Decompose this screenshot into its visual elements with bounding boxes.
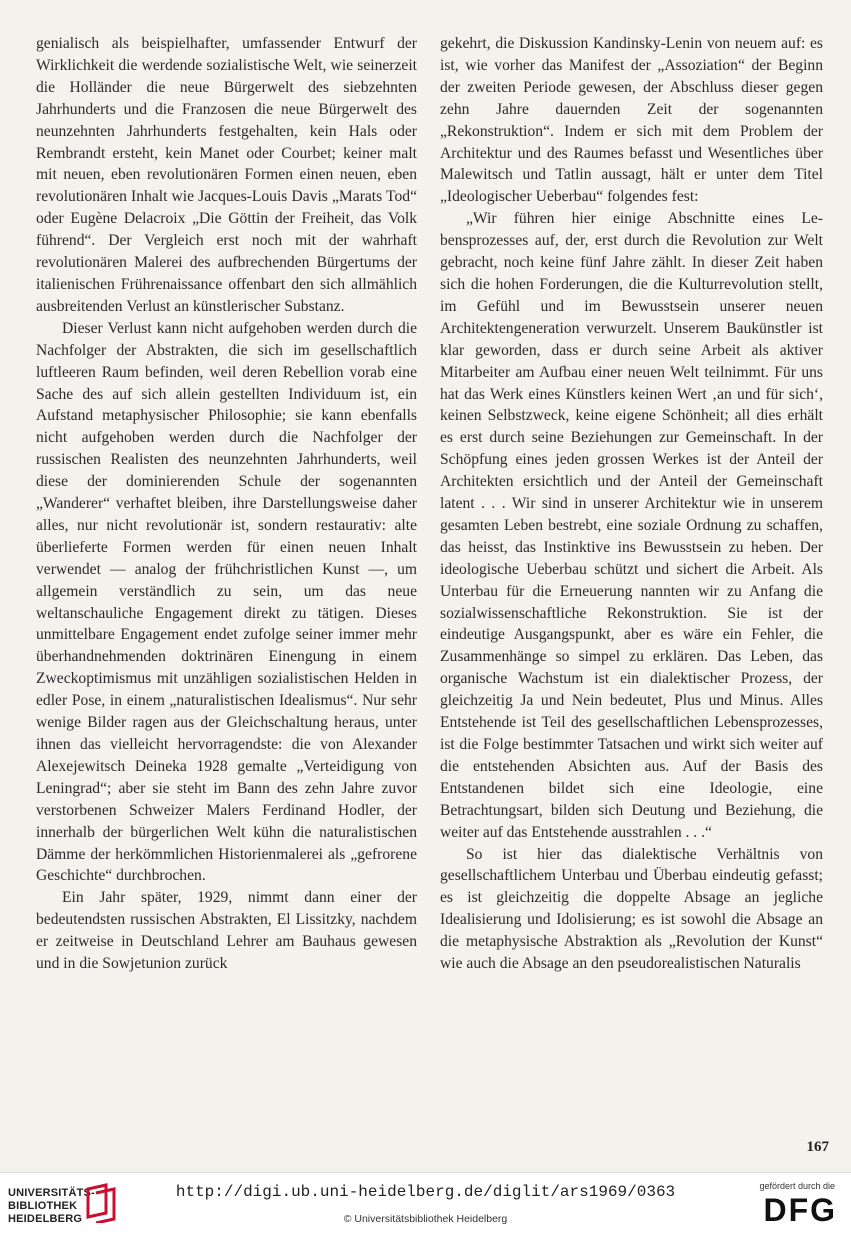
logo-line: HEIDELBERG [8, 1213, 83, 1225]
footer-bar [0, 1172, 851, 1236]
paragraph: „Wir führen hier einige Abschnitte eines Lebensprozesses auf, der, erst durch die Revolution zur Welt gebracht, noch keine fünf Jahre zählt. In dieser Zeit haben sich die hohen Forderungen, die die Kulturrevolution stellt, im Gefühl und im Bewusstsein unserer neuen Architektengeneration verwurzelt. Unserem Baukünstler ist klar geworden, dass er durch seine Arbeit als aktiver Mitarbeiter am Aufbau einer neuen Welt teilnimmt. Für uns hat das Werk eines Künstlers keinen Wert ‚an und für sich‘, keinen Selbstzweck, keine eigene Schönheit; all dies erhält es erst durch seine Beziehungen zur Gemeinschaft. In der Schöpfung eines jeden grossen Werkes ist der Anteil der Architekten ersichtlich und der Anteil der Gemeinschaft latent . . . Wir sind in unserer Architektur wie in unserem gesamten Leben bestrebt, eine soziale Ordnung zu schaffen, das heisst, das Instinktive ins Bewusstsein zu heben. Der ideologische Ueberbau schützt und sichert die Arbeit. Als Unterbau für die Erneuerung nannten wir zu Anfang die sozialwissenschaftliche Rekonstruktion. Sie ist der eindeutige Ausgangspunkt, aber es wäre ein Fehler, die Zusammenhänge so simpel zu erklären. Das Leben, das organische Wachstum ist ein dialektischer Prozess, der gleichzeitig Ja und Nein bedeutet, Plus und Minus. Alles Entstehende ist Teil des gesellschaftlichen Lebensprozesses, ist die Folge bestimmter Tatsachen und wirkt sich weiter auf die entstehenden Absichten aus. Auf der Basis des Entstandenen bildet sich eine Ideologie, eine Betrachtungsart, bilden sich Deutung und Beziehung, die weiter auf das Entstehende ausstrahlen . . .“ [440, 210, 823, 841]
page-number: 167 [806, 1139, 829, 1155]
dfg-logo[interactable]: DFG [763, 1192, 837, 1228]
paragraph: Ein Jahr später, 1929, nimmt dann einer der bedeutendsten russischen Abstrakten, El Lissitzky, nachdem er zeitweise in Deutschland Lehrer am Bauhaus gewesen und in die Sowjetunion zurück [36, 889, 417, 973]
paragraph: genialisch als beispielhafter, umfassender Entwurf der Wirklichkeit die werdende sozialistische Welt, wie seinerzeit die Holländer die neue Bürgerwelt des siebzehnten Jahrhunderts und die Franzosen die neue Bürgerwelt des neunzehnten Jahrhunderts festgehalten, kein Hals oder Rembrandt ersteht, kein Manet oder Courbet; keiner malt mit neuen, eben revolutionären Formen einen neuen, eben revolutionären Inhalt wie Jacques-Louis Davis „Marats Tod“ oder Eugène Delacroix „Die Göttin der Freiheit, das Volk führend“. Der Vergleich erst noch mit der wahrhaft revolutionären Malerei des aufbrechenden Bürgertums der italienischen Frührenaissance offenbart den sich allmählich ausbreitenden Verlust an künstlerischer Substanz. [36, 35, 417, 315]
paragraph: So ist hier das dialektische Verhältnis von gesellschaftlichem Unterbau und Überbau eindeutig gefasst; es ist gleichzeitig die doppelte Absage an jegliche Idealisierung und Idolisierung; es ist sowohl die Absage an die metaphysische Abstraktion als „Revolution der Kunst“ wie auch die Absage an den pseudorealistischen Naturalis [440, 845, 823, 973]
paragraph: Dieser Verlust kann nicht aufgehoben werden durch die Nachfolger der Abstrakten, die sich im gesellschaftlich luftleeren Raum befinden, weil deren Rebellion vorab eine Sache des auf sich allein gestellten Individuum ist, ein Aufstand metaphysischer Philosophie; sie kann ebenfalls nicht aufgehoben werden durch die Nachfolger der russischen Realisten des neunzehnten Jahrhunderts, weil diese der dominierenden Schule der sogenannten „Wanderer“ verhaftet bleiben, ihre Darstellungsweise daher alles, nur nicht revolutionär ist, sondern restaurativ: alte überlieferte Formen werden für einen neuen Inhalt verwendet — analog der frühchristlichen Kunst —, um allgemein verständlich zu sein, um das neue weltanschauliche Engagement direkt zu tätigen. Dieses unmittelbare Engagement endet zufolge seiner immer mehr überhandnehmenden doktrinären Einengung in einem Zweckoptimismus mit unzähligen sozialistischen Helden in edler Pose, in einem „naturalistischen Idealismus“. Nur sehr wenige Bilder ragen aus der Gleichschaltung heraus, unter ihnen das vielleicht hervorragendste: die von Alexander Alexejewitsch Deineka 1928 gemalte „Verteidigung von Leningrad“; aber sie steht im Bann des zehn Jahre zuvor verstorbenen Schweizer Malers Ferdinand Hodler, der innerhalb der bürgerlichen Welt kühn die naturalistischen Dämme der herkömmlichen Historienmalerei als „gefrorene Geschichte“ durchbrochen. [36, 319, 417, 885]
right-column [440, 33, 823, 975]
permalink-url[interactable]: http://digi.ub.uni-heidelberg.de/diglit/ars1969/0363 [175, 1183, 676, 1201]
left-column [36, 33, 417, 975]
logo-line: UNIVERSITÄTS- [8, 1187, 95, 1199]
copyright-notice: © Universitätsbibliothek Heidelberg [343, 1213, 508, 1225]
paragraph: gekehrt, die Diskussion Kandinsky-Lenin von neuem auf: es ist, wie vorher das Manifest der „Assoziation“ der Beginn der zweiten Periode gewesen, der Abschluss dieser gegen zehn Jahre dauernden Zeit der sogenannten „Rekonstruktion“. Indem er sich mit dem Problem der Architektur und des Raumes befasst und Wesentliches über Malewitsch und Tatlin aussagt, hält er unter dem Titel „Ideologischer Ueberbau“ folgendes fest: [440, 35, 823, 206]
funding-caption: gefördert durch die [759, 1181, 835, 1191]
logo-line: BIBLIOTHEK [8, 1200, 78, 1212]
